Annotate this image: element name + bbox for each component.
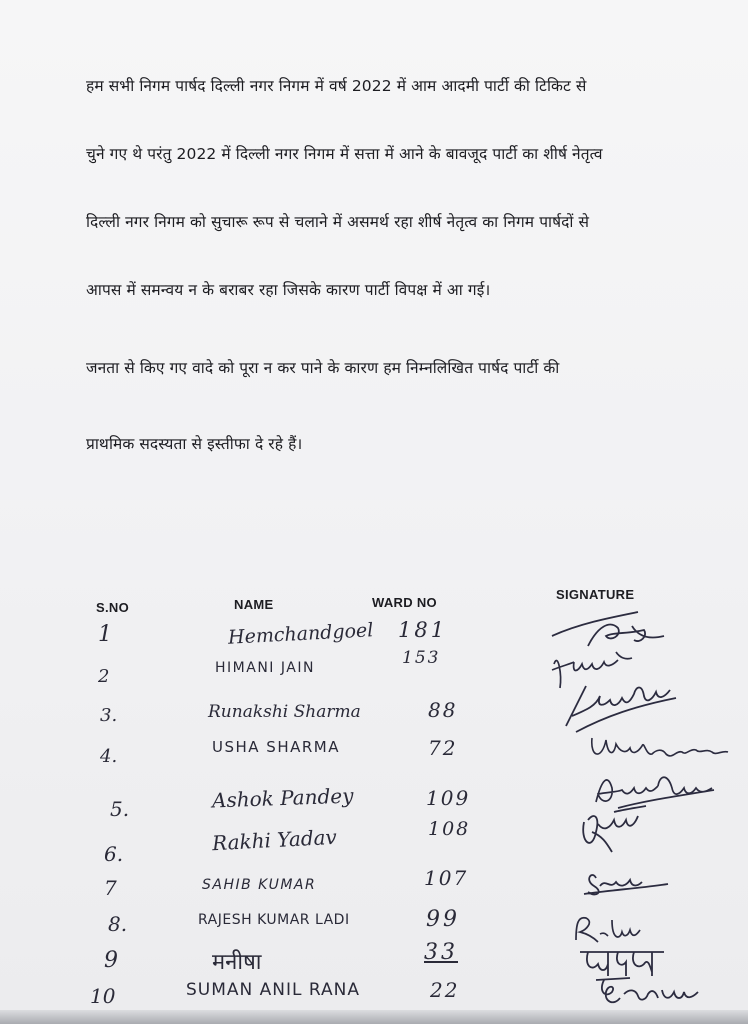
row-3-name: Runakshi Sharma [208,702,361,722]
signature-8 [568,910,648,946]
row-6-sno: 6. [104,842,124,866]
signature-6 [574,802,654,860]
row-7-ward: 107 [424,866,469,890]
paragraph-line-3: दिल्ली नगर निगम को सुचारू रूप से चलाने में असमर्थ रहा शीर्ष नेतृत्व का निगम पार्षदों से [86,213,590,231]
paragraph-line-1: हम सभी निगम पार्षद दिल्ली नगर निगम में वर्ष 2022 में आम आदमी पार्टी की टिकिट से [86,77,587,95]
row-3-ward: 88 [428,698,458,722]
row-9-sno: 9 [104,948,118,973]
signature-10 [590,972,702,1012]
row-4-ward: 72 [428,736,458,760]
row-10-name: SUMAN ANIL RANA [186,980,360,1000]
row-4-name: USHA SHARMA [212,738,340,756]
row-10-sno: 10 [90,984,116,1008]
paragraph-line-6: प्राथमिक सदस्यता से इस्तीफा दे रहे हैं। [86,435,303,453]
signature-7 [582,864,672,900]
row-1-sno: 1 [98,622,112,647]
row-2-name: HIMANI JAIN [215,660,315,676]
row-7-name: SAHIB KUMAR [202,877,317,893]
row-10-ward: 22 [430,978,460,1002]
page-bottom-edge [0,1010,748,1024]
row-9-name: मनीषा [212,950,262,975]
row-1-ward: 181 [398,618,448,642]
row-6-name: Rakhi Yadav [211,824,338,856]
row-8-sno: 8. [108,912,128,936]
paragraph-line-5: जनता से किए गए वादे को पूरा न कर पाने के कारण हम निम्नलिखित पार्षद पार्टी की [86,359,560,377]
row-3-sno: 3. [100,705,118,726]
row-5-name: Ashok Pandey [211,783,354,813]
signature-3 [556,676,686,734]
header-sno: S.NO [96,600,129,615]
signature-4 [586,730,736,770]
row-5-ward: 109 [426,786,471,810]
header-ward: WARD NO [372,595,437,610]
row-4-sno: 4. [100,746,118,767]
row-5-sno: 5. [110,797,130,821]
header-signature: SIGNATURE [556,587,635,602]
row-7-sno: 7 [104,876,117,900]
row-8-ward: 99 [426,907,460,932]
paragraph-line-2: चुने गए थे परंतु 2022 में दिल्ली नगर निगम में सत्ता में आने के बावजूद पार्टी का शीर्ष नेतृत्व [86,145,603,163]
row-1-name: Hemchandgoel [227,619,374,649]
row-2-sno: 2 [98,666,110,687]
header-name: NAME [234,597,274,612]
row-6-ward: 108 [428,818,471,840]
row-8-name: RAJESH KUMAR LADI [198,912,350,928]
row-2-ward: 153 [402,648,441,668]
row-9-ward: 33 [424,940,458,965]
paragraph-line-4: आपस में समन्वय न के बराबर रहा जिसके कारण पार्टी विपक्ष में आ गई। [86,281,491,299]
